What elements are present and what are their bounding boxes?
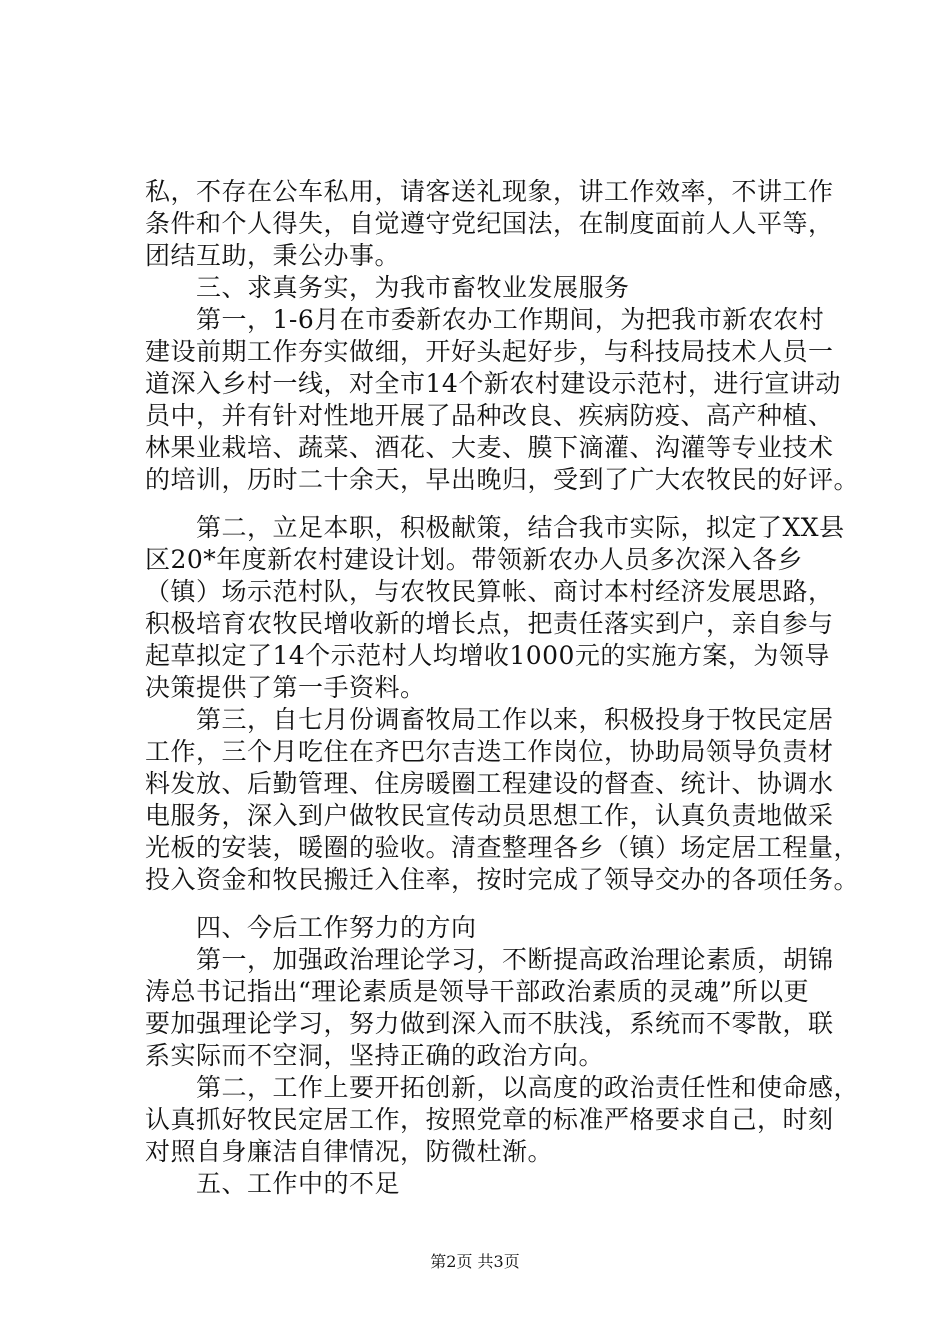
paragraph-line: 区20*年度新农村建设计划。带领新农办人员多次深入各乡 [145,545,803,574]
paragraph-line: 的培训，历时二十余天，早出晚归，受到了广大农牧民的好评。 [145,465,860,494]
section-heading: 三、求真务实，为我市畜牧业发展服务 [145,273,630,302]
paragraph-line: 光板的安装，暖圈的验收。清查整理各乡（镇）场定居工程量， [145,833,860,862]
paragraph-line: 电服务，深入到户做牧民宣传动员思想工作，认真负责地做采 [145,801,834,830]
paragraph-line: 林果业栽培、蔬菜、酒花、大麦、膜下滴灌、沟灌等专业技术 [145,433,834,462]
paragraph-line: 条件和个人得失，自觉遵守党纪国法，在制度面前人人平等， [145,209,834,238]
paragraph-line: 积极培育农牧民增收新的增长点，把责任落实到户，亲自参与 [145,609,834,638]
paragraph-line: 第二，立足本职，积极献策，结合我市实际，拟定了XX县 [145,513,845,542]
paragraph-line: 团结互助，秉公办事。 [145,241,401,270]
paragraph-line: 工作，三个月吃住在齐巴尔吉迭工作岗位，协助局领导负责材 [145,737,834,766]
paragraph-line: 料发放、后勤管理、住房暖圈工程建设的督查、统计、协调水 [145,769,834,798]
paragraph-line: 道深入乡村一线，对全市14个新农村建设示范村，进行宣讲动 [145,369,841,398]
paragraph-line: 系实际而不空洞，坚持正确的政治方向。 [145,1041,605,1070]
page-number-footer: 第2页 共3页 [430,1252,520,1271]
paragraph-line: 第三，自七月份调畜牧局工作以来，积极投身于牧民定居 [145,705,834,734]
section-heading: 五、工作中的不足 [145,1169,401,1198]
paragraph-line: 私，不存在公车私用，请客送礼现象，讲工作效率，不讲工作 [145,177,834,206]
paragraph-line: 第一，1-6月在市委新农办工作期间，为把我市新农农村 [145,305,825,334]
paragraph-line: 对照自身廉洁自律情况，防微杜渐。 [145,1137,554,1166]
paragraph-line: 要加强理论学习，努力做到深入而不肤浅，系统而不零散，联 [145,1009,834,1038]
paragraph-line: 投入资金和牧民搬迁入住率，按时完成了领导交办的各项任务。 [145,865,860,894]
paragraph-line: （镇）场示范村队，与农牧民算帐、商讨本村经济发展思路， [145,577,834,606]
paragraph-line: 员中，并有针对性地开展了品种改良、疾病防疫、高产种植、 [145,401,834,430]
paragraph-line: 第二，工作上要开拓创新，以高度的政治责任性和使命感， [145,1073,860,1102]
paragraph-line: 认真抓好牧民定居工作，按照党章的标准严格要求自己，时刻 [145,1105,834,1134]
paragraph-line: 决策提供了第一手资料。 [145,673,426,702]
paragraph-line: 第一，加强政治理论学习，不断提高政治理论素质，胡锦 [145,945,834,974]
paragraph-line: 建设前期工作夯实做细，开好头起好步，与科技局技术人员一 [145,337,834,366]
section-heading: 四、今后工作努力的方向 [145,913,477,942]
paragraph-line: 起草拟定了14个示范村人均增收1000元的实施方案，为领导 [145,641,830,670]
paragraph-line: 涛总书记指出“理论素质是领导干部政治素质的灵魂”所以更 [145,977,810,1006]
